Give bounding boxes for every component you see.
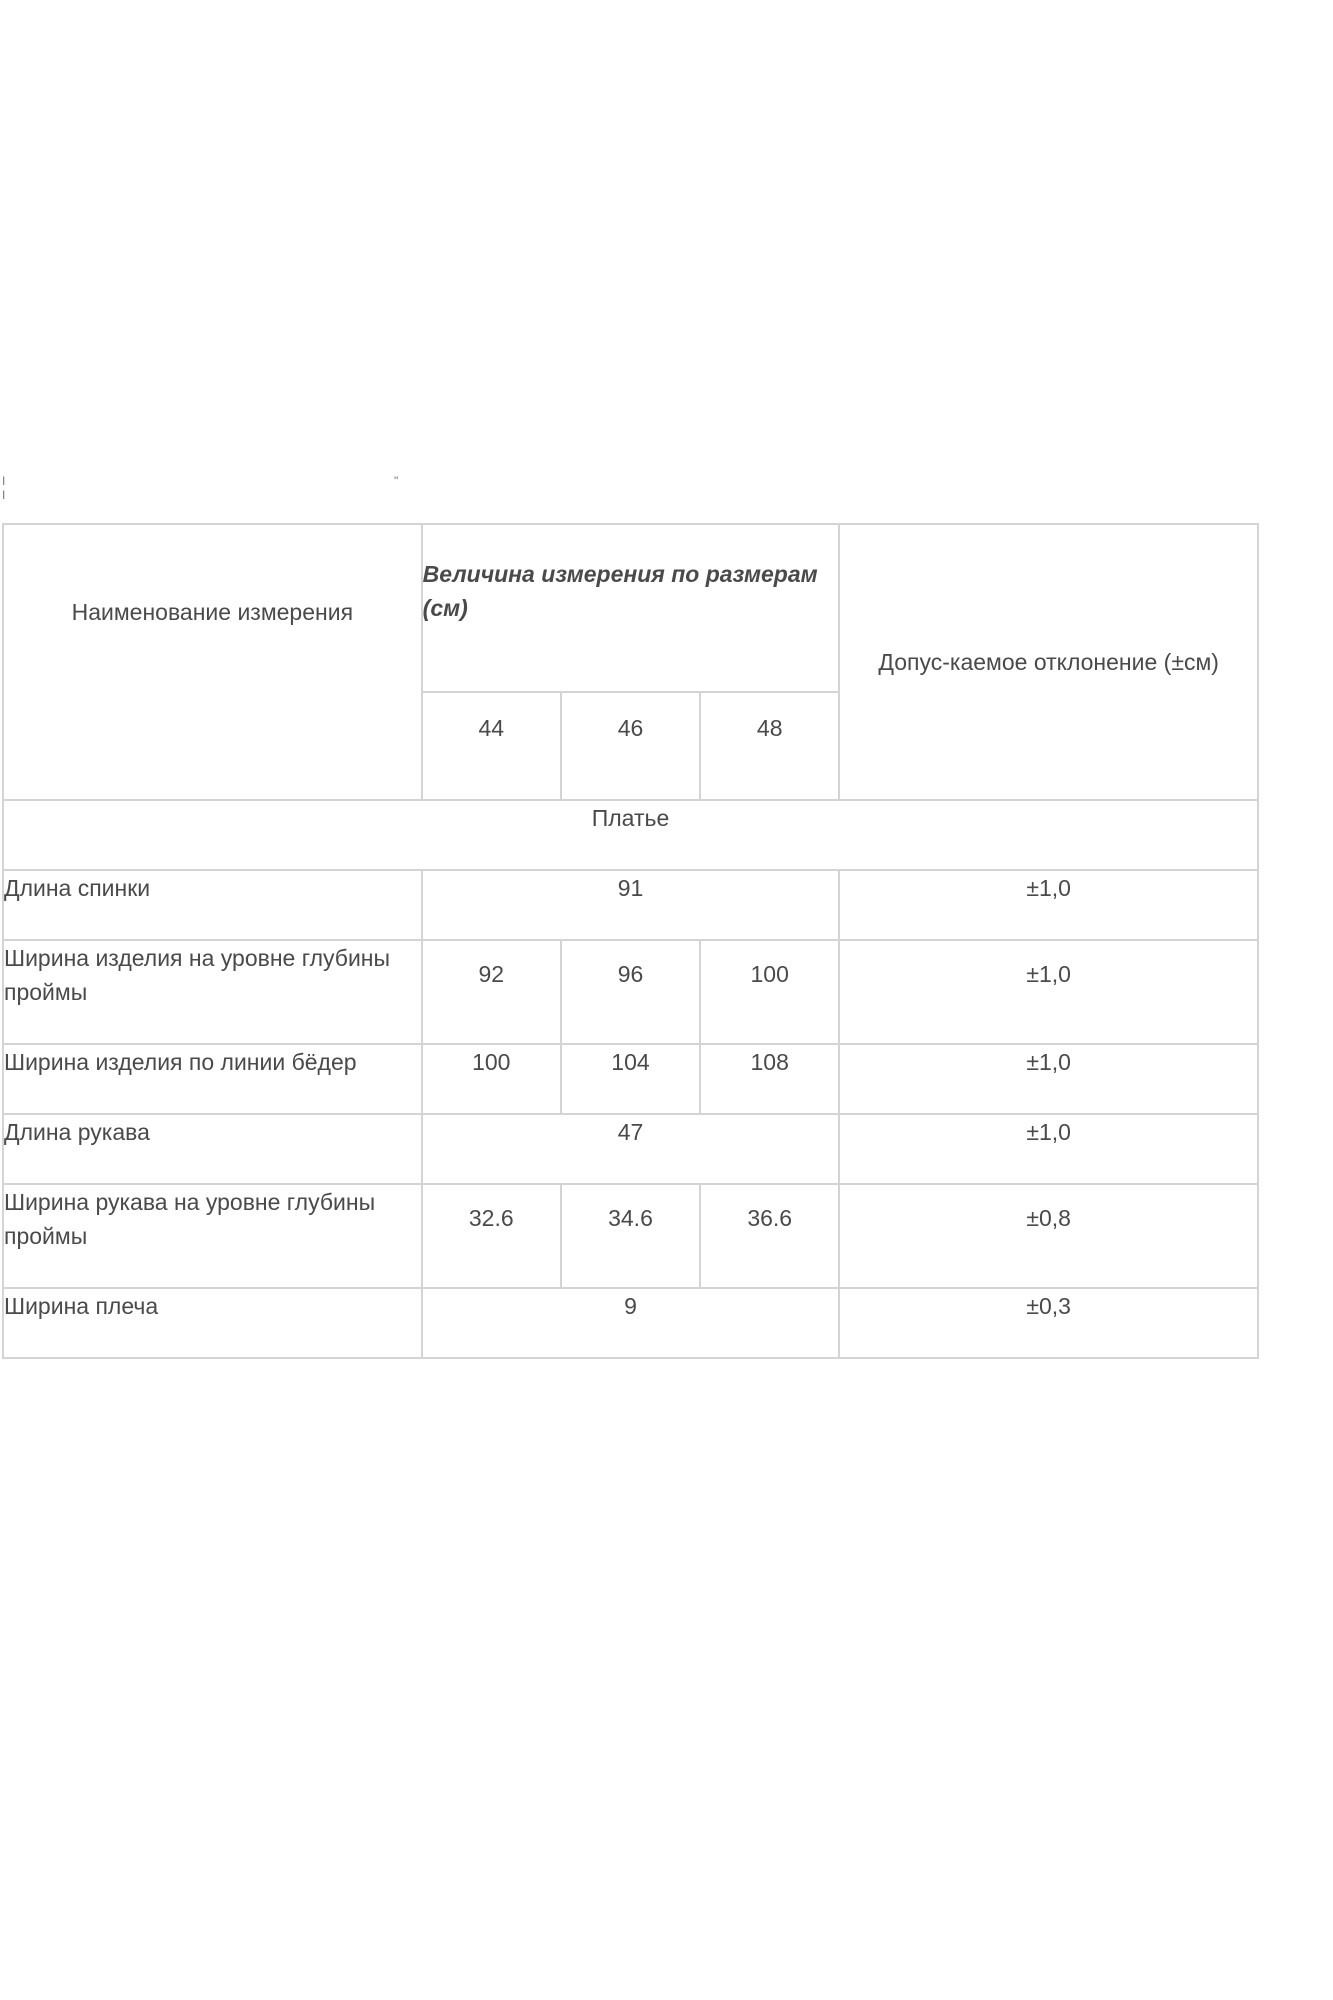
header-group-cell: Величина измерения по размерам (см) [422,524,840,692]
row-name: Длина спинки [3,870,422,940]
row-name: Ширина рукава на уровне глубины проймы [3,1184,422,1288]
row-value-48: 36.6 [700,1184,839,1288]
header-tolerance-cell: Допус-каемое отклонение (±см) [839,524,1258,800]
size-table [2,523,1259,1359]
stray-mark-right: " [394,474,399,488]
row-value-48: 108 [700,1044,839,1114]
row-tolerance: ±1,0 [839,870,1258,940]
header-row [3,524,1258,692]
row-value-44: 92 [422,940,561,1044]
row-name: Длина рукава [3,1114,422,1184]
row-value-merged: 91 [422,870,840,940]
row-name: Ширина изделия на уровне глубины проймы [3,940,422,1044]
section-row [3,800,1258,870]
row-name: Ширина плеча [3,1288,422,1358]
row-value-46: 96 [561,940,700,1044]
header-size-44: 44 [422,692,561,800]
row-tolerance: ±0,3 [839,1288,1258,1358]
row-value-44: 32.6 [422,1184,561,1288]
row-value-48: 100 [700,940,839,1044]
row-tolerance: ±1,0 [839,940,1258,1044]
header-size-48: 48 [700,692,839,800]
row-value-46: 104 [561,1044,700,1114]
table-row [3,940,1258,1044]
table-row [3,870,1258,940]
table-row [3,1184,1258,1288]
row-tolerance: ±1,0 [839,1114,1258,1184]
row-value-46: 34.6 [561,1184,700,1288]
stray-mark-left: I I [2,474,6,502]
row-tolerance: ±0,8 [839,1184,1258,1288]
header-size-46: 46 [561,692,700,800]
row-value-44: 100 [422,1044,561,1114]
row-value-merged: 47 [422,1114,840,1184]
row-tolerance: ±1,0 [839,1044,1258,1114]
table-row [3,1044,1258,1114]
row-value-merged: 9 [422,1288,840,1358]
table-row [3,1288,1258,1358]
section-title: Платье [3,800,1258,870]
row-name: Ширина изделия по линии бёдер [3,1044,422,1114]
table-row [3,1114,1258,1184]
header-name-cell: Наименование измерения [3,524,422,800]
